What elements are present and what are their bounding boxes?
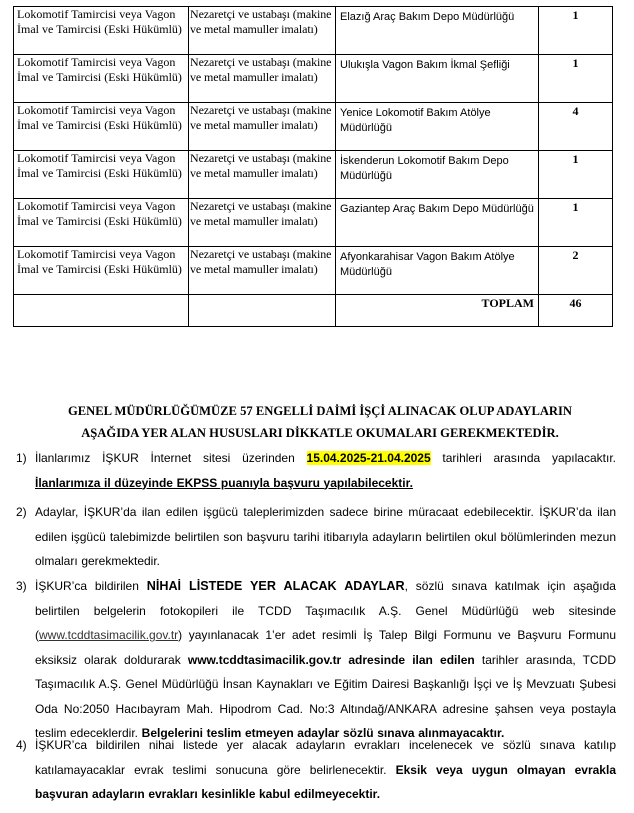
count-cell: 1 bbox=[539, 151, 613, 199]
table-row bbox=[14, 103, 613, 151]
unit-cell: Yenice Lokomotif Bakım Atölye Müdürlüğü bbox=[336, 103, 539, 151]
item-text: İlanlarımız İŞKUR İnternet sitesi üzerinden bbox=[35, 451, 307, 465]
item-text: tarihleri arasında yapılacaktır. bbox=[430, 451, 616, 465]
count-cell: 2 bbox=[539, 247, 613, 295]
application-dates: 15.04.2025-21.04.2025 bbox=[306, 451, 431, 465]
item-text: ) yayınlanacak 1’er adet resimli İş Talep Bilgi Formunu ve Başvuru Formunu eksiksiz olarak doldurarak bbox=[35, 628, 616, 667]
position-title-cell: Lokomotif Tamircisi veya Vagon İmal ve Tamircisi (Eski Hükümlü) bbox=[14, 7, 189, 55]
table-row bbox=[14, 199, 613, 247]
notice-heading bbox=[40, 400, 600, 444]
item-4 bbox=[16, 733, 616, 807]
item-text: İŞKUR’ca bildirilen bbox=[35, 579, 147, 593]
position-title-cell: Lokomotif Tamircisi veya Vagon İmal ve Tamircisi (Eski Hükümlü) bbox=[14, 151, 189, 199]
empty-cell bbox=[189, 295, 336, 327]
position-title-cell: Lokomotif Tamircisi veya Vagon İmal ve Tamircisi (Eski Hükümlü) bbox=[14, 247, 189, 295]
unit-cell: İskenderun Lokomotif Bakım Depo Müdürlüğü bbox=[336, 151, 539, 199]
job-description-cell: Nezaretçi ve ustabaşı (makine ve metal mamuller imalatı) bbox=[189, 7, 336, 55]
item-text: tarihler arasında, TCDD Taşımacılık A.Ş. Genel Müdürlüğü İnsan Kaynakları ve Eğitim Dairesi Başkanlığı İşçi ve İş Mevzuatı Şubesi Oda No:2050 Hacıbayram Mah. Hipodrom Cad. No:3 Altındağ/ANKARA adresine şahsen veya postayla teslim edeceklerdir. bbox=[35, 652, 617, 740]
table-row bbox=[14, 151, 613, 199]
item-text: Adaylar, İŞKUR’da ilan edilen işgücü taleplerimizden sadece birine müracaat edebilecektir. İŞKUR’da ilan edilen işgücü talebimizde belirtilen son başvuru tarihi itibarıyla adayların belirtilen okul bölümlerinden mezun olmaları gerekmektedir. bbox=[35, 505, 616, 568]
unit-cell: Gaziantep Araç Bakım Depo Müdürlüğü bbox=[336, 199, 539, 247]
unit-cell: Elazığ Araç Bakım Depo Müdürlüğü bbox=[336, 7, 539, 55]
heading-line-2: AŞAĞIDA YER ALAN HUSUSLARI DİKKATLE OKUMALARI GEREKMEKTEDİR. bbox=[81, 426, 559, 440]
item-text: , sözlü sınava katılmak için aşağıda belirtilen belgelerin fotokopileri ile TCDD Taşımacılık A.Ş. Genel Müdürlüğü web sitesinde ( bbox=[35, 579, 616, 642]
position-title-cell: Lokomotif Tamircisi veya Vagon İmal ve Tamircisi (Eski Hükümlü) bbox=[14, 103, 189, 151]
count-cell: 1 bbox=[539, 199, 613, 247]
position-title-cell: Lokomotif Tamircisi veya Vagon İmal ve Tamircisi (Eski Hükümlü) bbox=[14, 55, 189, 103]
item-number: 2) bbox=[16, 505, 27, 519]
website-emphasis: www.tcddtasimacilik.gov.tr adresinde ilan edilen bbox=[187, 652, 475, 667]
item-number: 1) bbox=[16, 451, 27, 465]
positions-table bbox=[13, 6, 613, 327]
item-number: 3) bbox=[16, 579, 27, 593]
warning-text: Eksik veya uygun olmayan evrakla başvuran adayların evrakları kesinlikle kabul edilmeyecektir. bbox=[35, 762, 616, 801]
heading-line-1: GENEL MÜDÜRLÜĞÜMÜZE 57 ENGELLİ DAİMİ İŞÇİ ALINACAK OLUP ADAYLARIN bbox=[67, 404, 573, 418]
unit-cell: Ulukışla Vagon Bakım İkmal Şefliği bbox=[336, 55, 539, 103]
item-2 bbox=[16, 500, 616, 574]
count-cell: 1 bbox=[539, 55, 613, 103]
count-cell: 1 bbox=[539, 7, 613, 55]
job-description-cell: Nezaretçi ve ustabaşı (makine ve metal mamuller imalatı) bbox=[189, 247, 336, 295]
table-row bbox=[14, 55, 613, 103]
final-list-emphasis: NİHAİ LİSTEDE YER ALACAK ADAYLAR bbox=[146, 579, 405, 593]
table-row bbox=[14, 7, 613, 55]
job-description-cell: Nezaretçi ve ustabaşı (makine ve metal mamuller imalatı) bbox=[189, 55, 336, 103]
ekpss-note: İlanlarımıza il düzeyinde EKPSS puanıyla başvuru yapılabilecektir. bbox=[35, 475, 413, 490]
position-title-cell: Lokomotif Tamircisi veya Vagon İmal ve Tamircisi (Eski Hükümlü) bbox=[14, 199, 189, 247]
unit-cell: Afyonkarahisar Vagon Bakım Atölye Müdürlüğü bbox=[336, 247, 539, 295]
item-number: 4) bbox=[16, 738, 27, 752]
total-label: TOPLAM bbox=[336, 295, 539, 327]
item-1 bbox=[16, 446, 616, 495]
total-row bbox=[14, 295, 613, 327]
item-3 bbox=[16, 574, 616, 746]
job-description-cell: Nezaretçi ve ustabaşı (makine ve metal mamuller imalatı) bbox=[189, 151, 336, 199]
job-description-cell: Nezaretçi ve ustabaşı (makine ve metal mamuller imalatı) bbox=[189, 103, 336, 151]
count-cell: 4 bbox=[539, 103, 613, 151]
empty-cell bbox=[14, 295, 189, 327]
warning-text: Belgelerini teslim etmeyen adaylar sözlü sınava alınmayacaktır. bbox=[141, 726, 505, 740]
table-row bbox=[14, 247, 613, 295]
total-value: 46 bbox=[539, 295, 613, 327]
website-link[interactable]: www.tcddtasimacilik.gov.tr bbox=[39, 628, 179, 642]
job-description-cell: Nezaretçi ve ustabaşı (makine ve metal mamuller imalatı) bbox=[189, 199, 336, 247]
item-text: İŞKUR’ca bildirilen nihai listede yer alacak adayların evrakları incelenecek ve sözlü sınava katılıp katılamayacaklar evrak teslimi sonucuna göre belirlenecektir. bbox=[35, 738, 616, 777]
